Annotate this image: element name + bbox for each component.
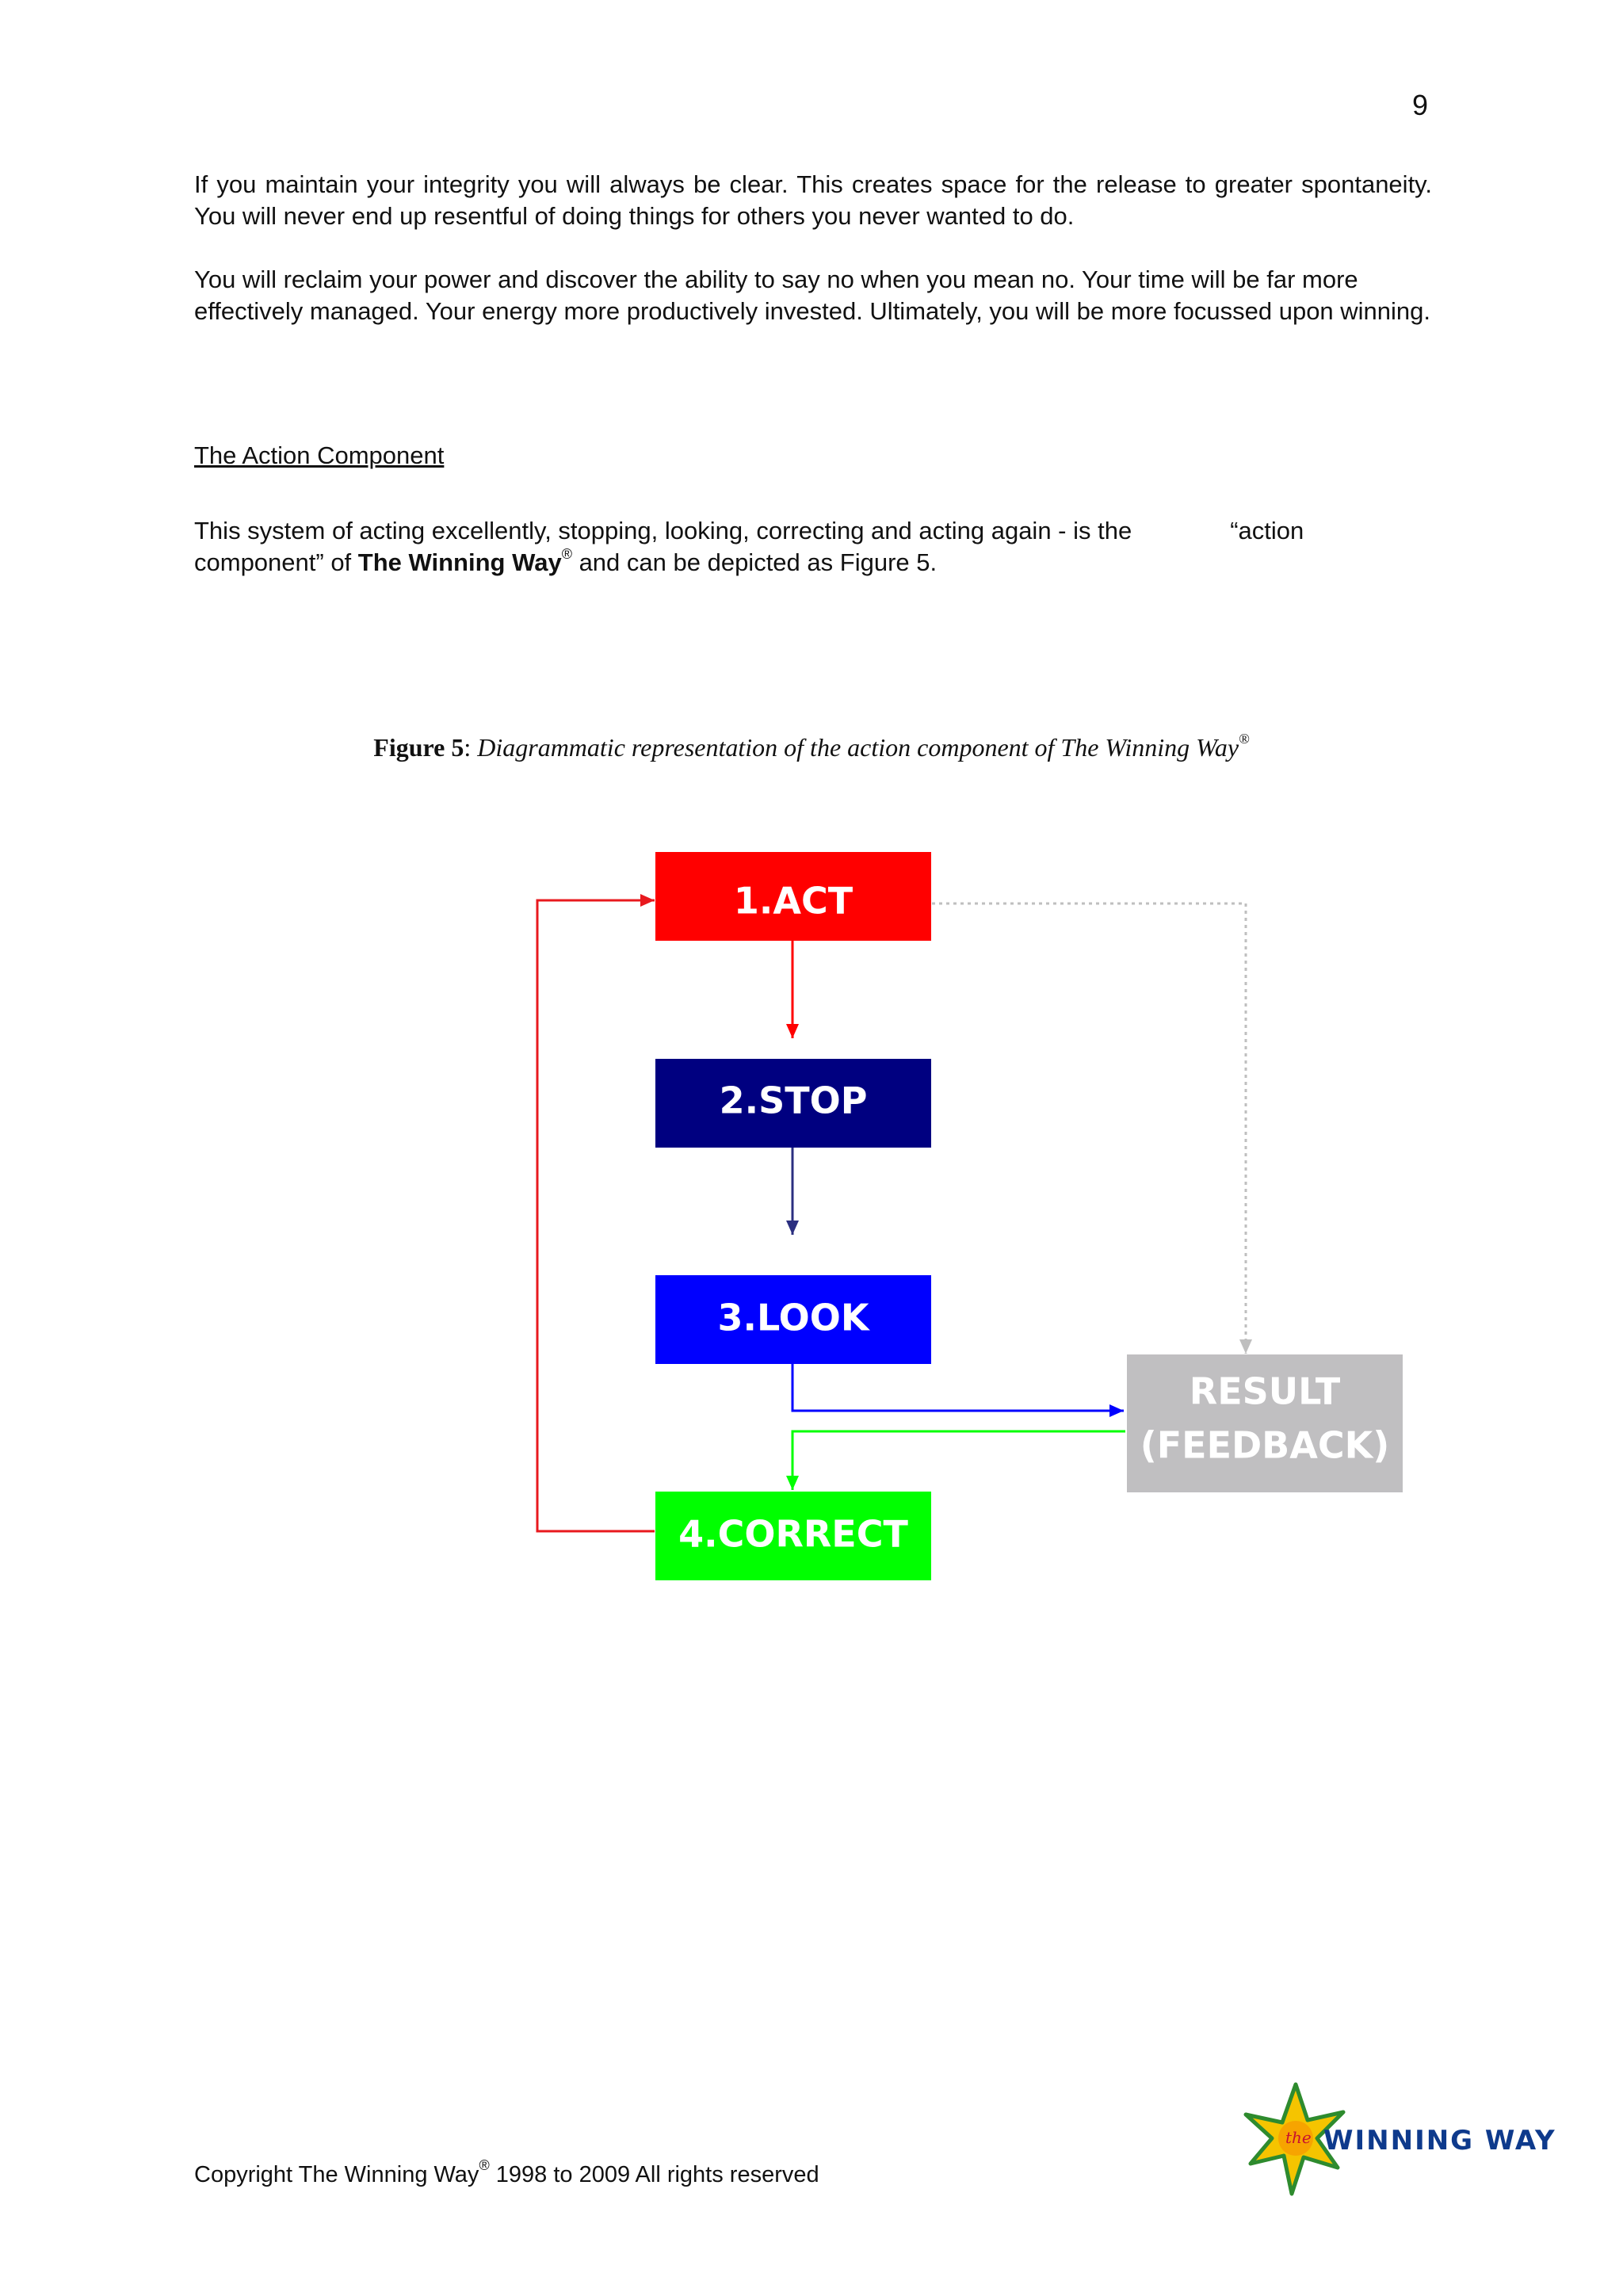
figure-separator: : xyxy=(464,733,478,762)
figure-label: Figure 5 xyxy=(373,733,464,762)
logo-text: WINNING WAY xyxy=(1323,2125,1556,2157)
arrow-correct-to-act xyxy=(537,900,655,1531)
logo-the: the xyxy=(1285,2128,1312,2147)
footer-registered-mark: ® xyxy=(479,2157,490,2174)
footer-copyright xyxy=(194,2157,819,2188)
body-paragraph-1: If you maintain your integrity you will always be clear. This creates space for the release to greater spontaneity. You will never end up resentful of doing things for others you never wanted to do. xyxy=(194,170,1432,230)
paragraph-3-part3: and can be depicted as Figure 5. xyxy=(571,548,938,576)
box-look xyxy=(655,1275,931,1364)
footer-text-after: 1998 to 2009 All rights reserved xyxy=(489,2162,819,2187)
arrow-result-to-correct xyxy=(792,1431,1125,1490)
box-act-label: 1.ACT xyxy=(733,879,854,923)
winning-way-logo xyxy=(1236,2076,1556,2203)
box-act xyxy=(655,852,931,941)
box-result-label-line2: (FEEDBACK) xyxy=(1140,1423,1390,1467)
box-look-label: 3.LOOK xyxy=(717,1296,869,1339)
box-result xyxy=(1127,1354,1403,1492)
body-paragraph-2: You will reclaim your power and discover the ability to say no when you mean no. Your time will be far more effectively managed. Your energy more productively invested. Ultimately, you will be more focussed upon winning. xyxy=(194,266,1431,325)
paragraph-3-part2: “action component” of xyxy=(194,517,1304,576)
section-heading: The Action Component xyxy=(194,441,445,469)
arrow-look-to-result xyxy=(792,1363,1124,1411)
registered-mark: ® xyxy=(561,545,572,562)
box-stop-label: 2.STOP xyxy=(719,1079,868,1122)
page-number: 9 xyxy=(1412,89,1429,121)
box-correct xyxy=(655,1492,931,1580)
figure-registered-mark: ® xyxy=(1239,731,1250,747)
footer-text-before: Copyright The Winning Way xyxy=(194,2162,479,2187)
box-correct-label: 4.CORRECT xyxy=(678,1512,908,1556)
box-result-label-line1: RESULT xyxy=(1189,1370,1341,1413)
paragraph-3-part1: This system of acting excellently, stopping, looking, correcting and acting again - is the xyxy=(194,517,1132,544)
brand-name: The Winning Way xyxy=(357,548,562,576)
figure-text: Diagrammatic representation of the action component of The Winning Way xyxy=(477,733,1239,762)
arrow-act-to-result-dotted xyxy=(932,904,1246,1354)
box-stop xyxy=(655,1059,931,1148)
